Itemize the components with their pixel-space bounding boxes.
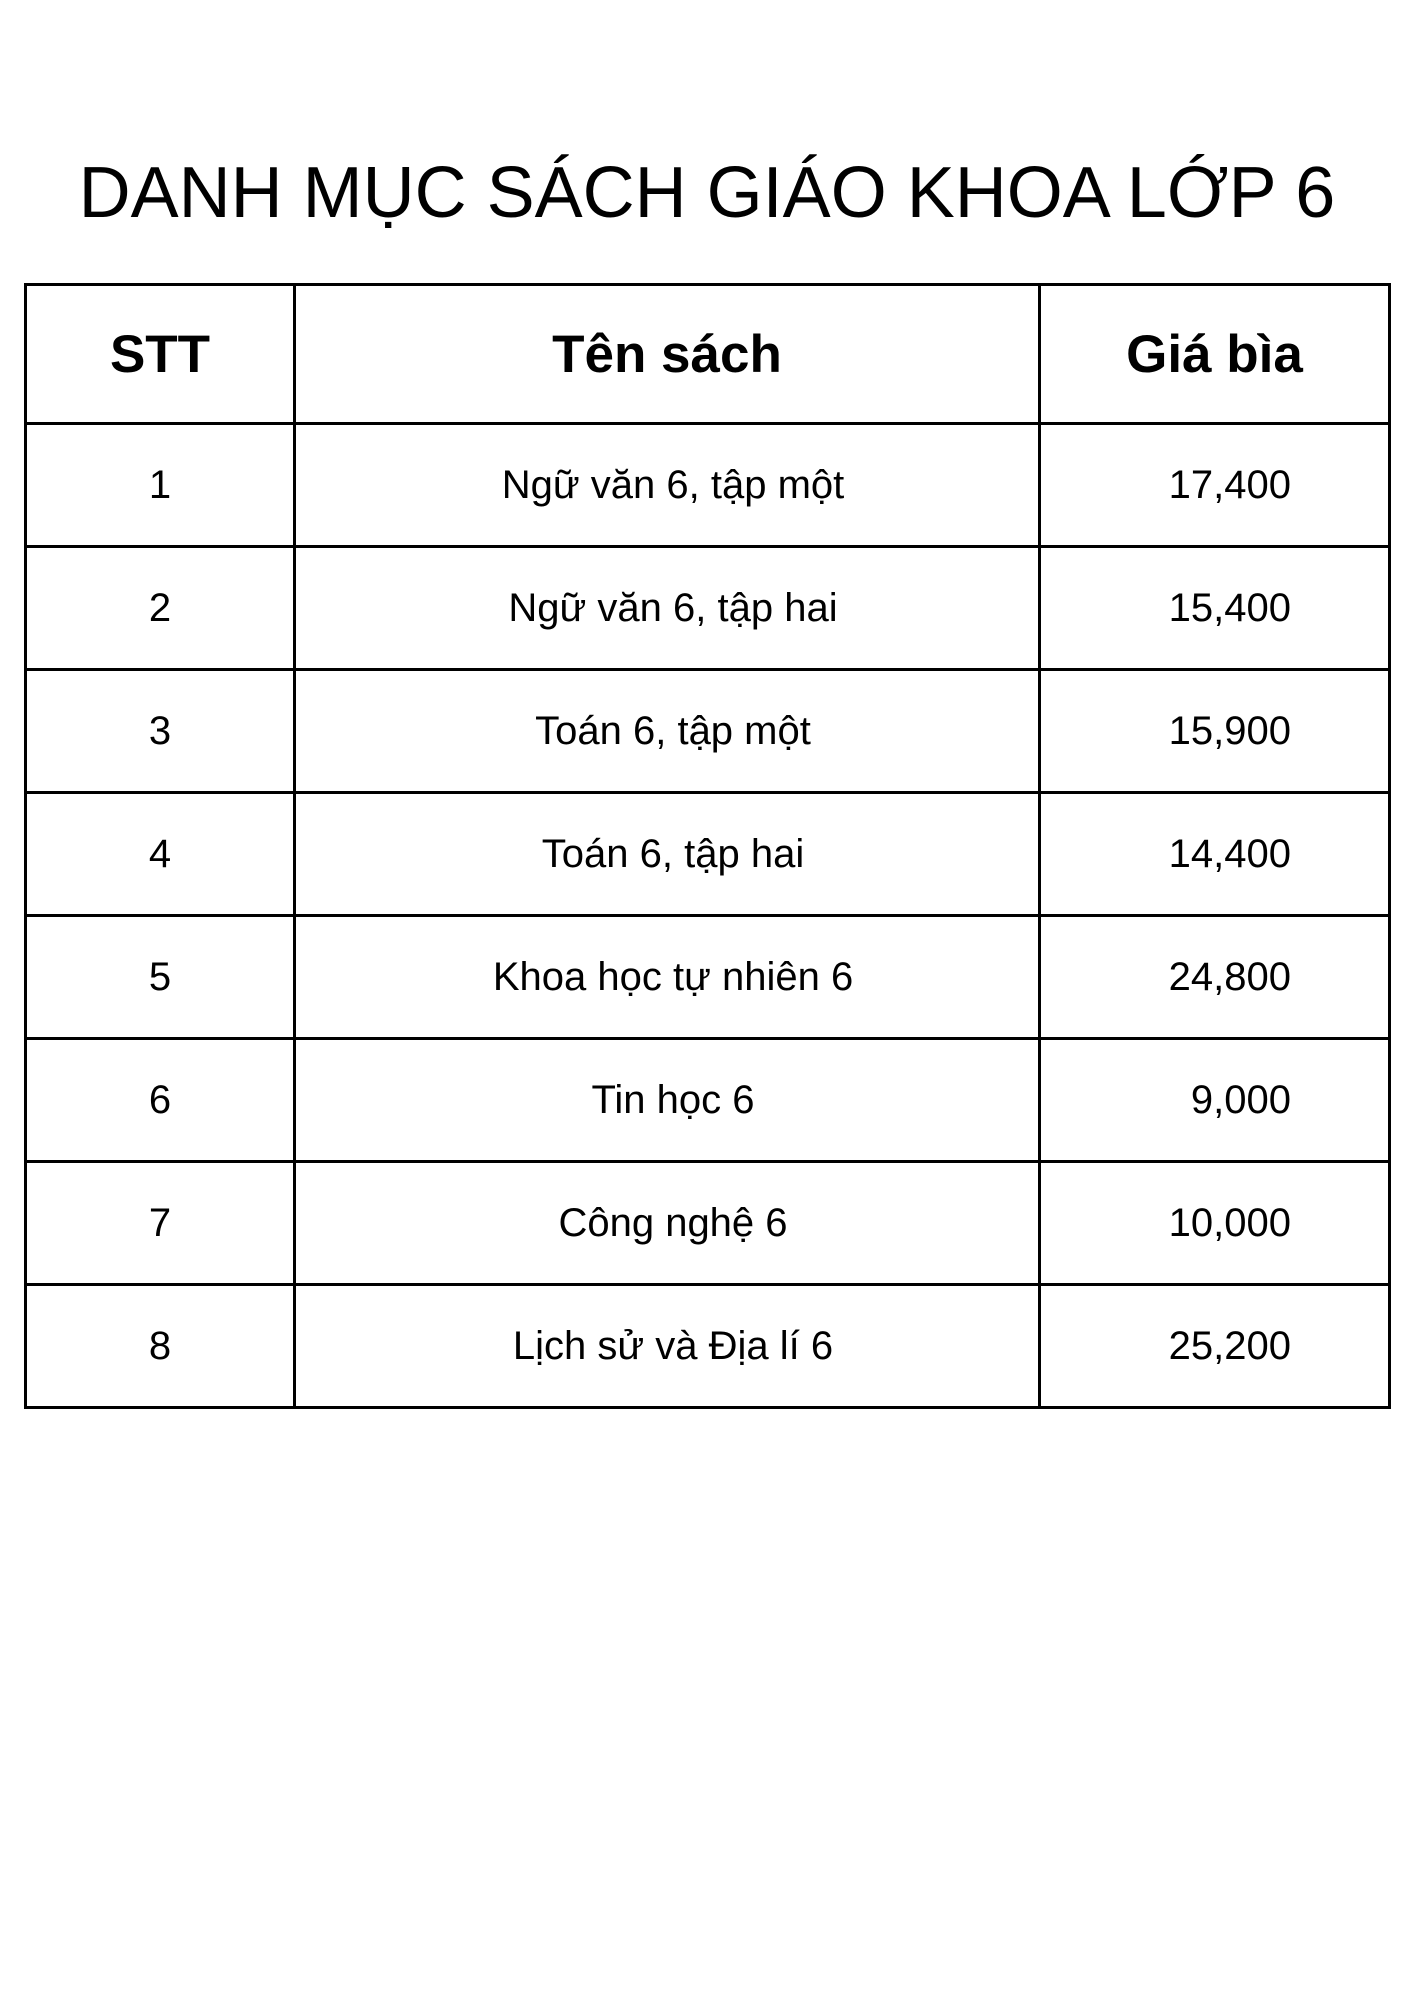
row-cover-price: 10,000 <box>1040 1162 1390 1285</box>
row-cover-price: 15,900 <box>1040 670 1390 793</box>
table-row <box>26 547 1390 670</box>
table-row <box>26 424 1390 547</box>
row-stt: 8 <box>26 1285 295 1408</box>
row-book-name: Lịch sử và Địa lí 6 <box>295 1285 1040 1408</box>
row-cover-price: 14,400 <box>1040 793 1390 916</box>
table-row <box>26 1285 1390 1408</box>
row-cover-price: 25,200 <box>1040 1285 1390 1408</box>
row-cover-price: 24,800 <box>1040 916 1390 1039</box>
header-cover-price: Giá bìa <box>1040 285 1390 424</box>
row-book-name: Ngữ văn 6, tập một <box>295 424 1040 547</box>
row-book-name: Ngữ văn 6, tập hai <box>295 547 1040 670</box>
row-cover-price: 9,000 <box>1040 1039 1390 1162</box>
textbook-table <box>24 283 1391 1409</box>
page-title: DANH MỤC SÁCH GIÁO KHOA LỚP 6 <box>78 153 1336 233</box>
row-book-name: Toán 6, tập một <box>295 670 1040 793</box>
table-row <box>26 1039 1390 1162</box>
row-book-name: Toán 6, tập hai <box>295 793 1040 916</box>
row-cover-price: 17,400 <box>1040 424 1390 547</box>
table-row <box>26 1162 1390 1285</box>
row-stt: 5 <box>26 916 295 1039</box>
row-book-name: Khoa học tự nhiên 6 <box>295 916 1040 1039</box>
row-book-name: Công nghệ 6 <box>295 1162 1040 1285</box>
header-book-name: Tên sách <box>295 285 1040 424</box>
table-row <box>26 670 1390 793</box>
row-stt: 2 <box>26 547 295 670</box>
row-book-name: Tin học 6 <box>295 1039 1040 1162</box>
header-stt: STT <box>26 285 295 424</box>
row-stt: 3 <box>26 670 295 793</box>
table-row <box>26 793 1390 916</box>
row-stt: 6 <box>26 1039 295 1162</box>
row-stt: 1 <box>26 424 295 547</box>
table-row <box>26 916 1390 1039</box>
row-cover-price: 15,400 <box>1040 547 1390 670</box>
row-stt: 7 <box>26 1162 295 1285</box>
table-header-row <box>26 285 1390 424</box>
row-stt: 4 <box>26 793 295 916</box>
